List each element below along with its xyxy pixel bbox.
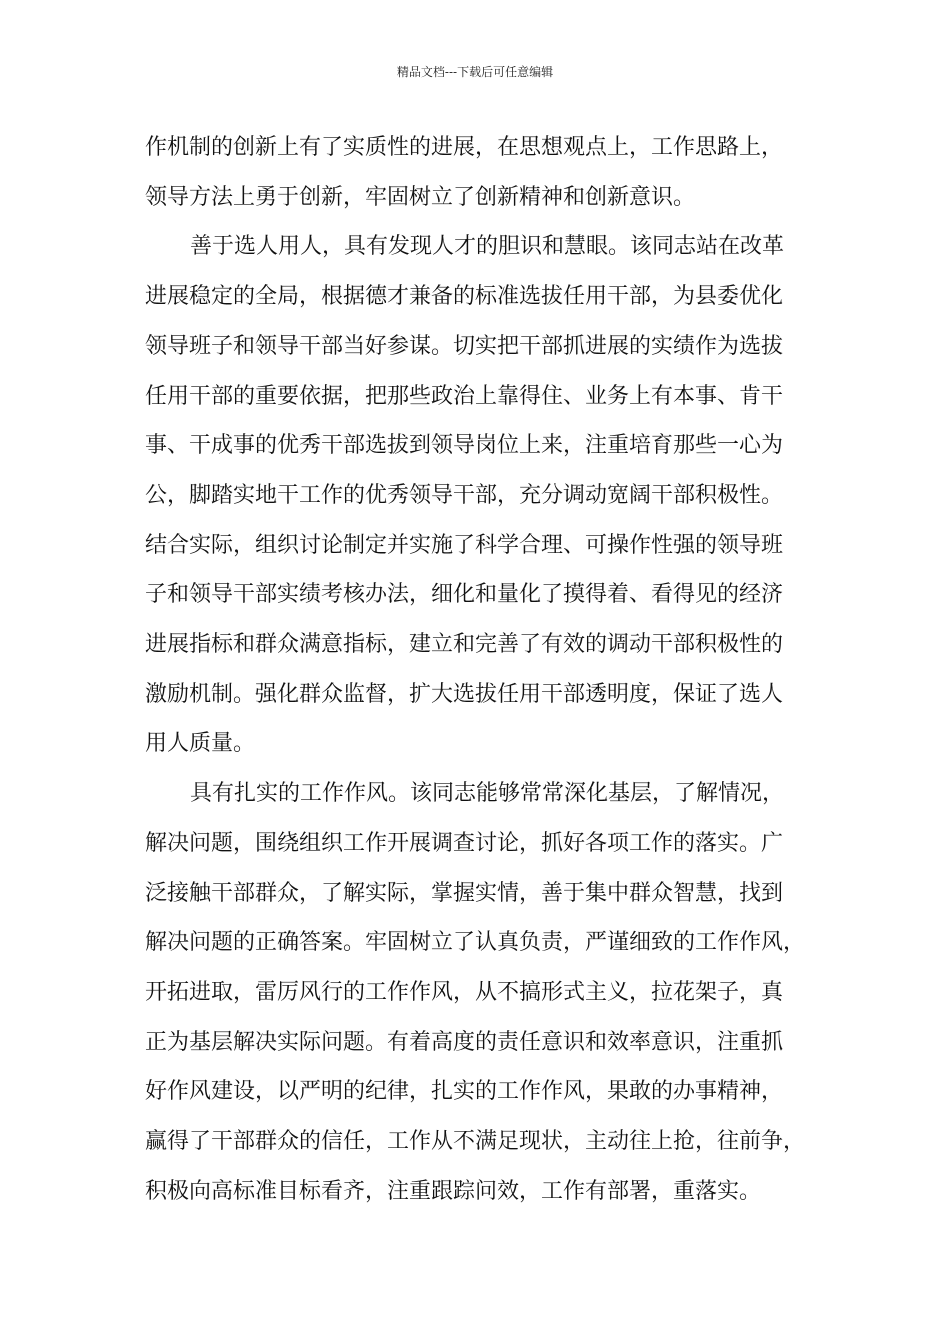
- text-line: 正为基层解决实际问题。有着高度的责任意识和效率意识，注重抓: [145, 1029, 784, 1055]
- text-line: 开拓进取，雷厉风行的工作作风，从不搞形式主义，拉花架子，真: [145, 979, 784, 1005]
- text-line: 子和领导干部实绩考核办法，细化和量化了摸得着、看得见的经济: [145, 582, 784, 608]
- text-line: 赢得了干部群众的信任，工作从不满足现状，主动往上抢，往前争，: [145, 1129, 806, 1154]
- text-line: 作机制的创新上有了实质性的进展，在思想观点上，工作思路上，: [145, 135, 784, 160]
- text-line: 事、干成事的优秀干部选拔到领导岗位上来，注重培育那些一心为: [145, 433, 784, 459]
- text-line: 结合实际，组织讨论制定并实施了科学合理、可操作性强的领导班: [145, 532, 784, 558]
- text-line: 领导班子和领导干部当好参谋。切实把干部抓进展的实绩作为选拔: [145, 333, 784, 359]
- text-line: 解决问题，围绕组织工作开展调查讨论，抓好各项工作的落实。广: [145, 830, 784, 856]
- text-line: 进展稳定的全局，根据德才兼备的标准选拔任用干部，为县委优化: [145, 284, 784, 310]
- text-line: 好作风建设，以严明的纪律，扎实的工作作风，果敢的办事精神，: [145, 1079, 784, 1105]
- text-line: 善于选人用人，具有发现人才的胆识和慧眼。该同志站在改革: [190, 234, 785, 260]
- text-line: 用人质量。: [145, 731, 256, 757]
- text-line: 领导方法上勇于创新，牢固树立了创新精神和创新意识。: [145, 184, 696, 210]
- text-line: 进展指标和群众满意指标，建立和完善了有效的调动干部积极性的: [145, 632, 784, 657]
- text-line: 积极向高标准目标看齐，注重跟踪问效，工作有部署，重落实。: [145, 1178, 762, 1204]
- text-line: 解决问题的正确答案。牢固树立了认真负责，严谨细致的工作作风，: [145, 930, 806, 956]
- text-line: 具有扎实的工作作风。该同志能够常常深化基层，了解情况，: [190, 781, 785, 807]
- text-line: 激励机制。强化群众监督，扩大选拔任用干部透明度，保证了选人: [145, 681, 784, 707]
- page-header: 精品文档---下载后可任意编辑: [396, 65, 554, 79]
- text-line: 泛接触干部群众，了解实际，掌握实情，善于集中群众智慧，找到: [145, 880, 784, 906]
- text-line: 公，脚踏实地干工作的优秀领导干部，充分调动宽阔干部积极性。: [145, 482, 784, 508]
- text-line: 任用干部的重要依据，把那些政治上靠得住、业务上有本事、肯干: [145, 383, 784, 409]
